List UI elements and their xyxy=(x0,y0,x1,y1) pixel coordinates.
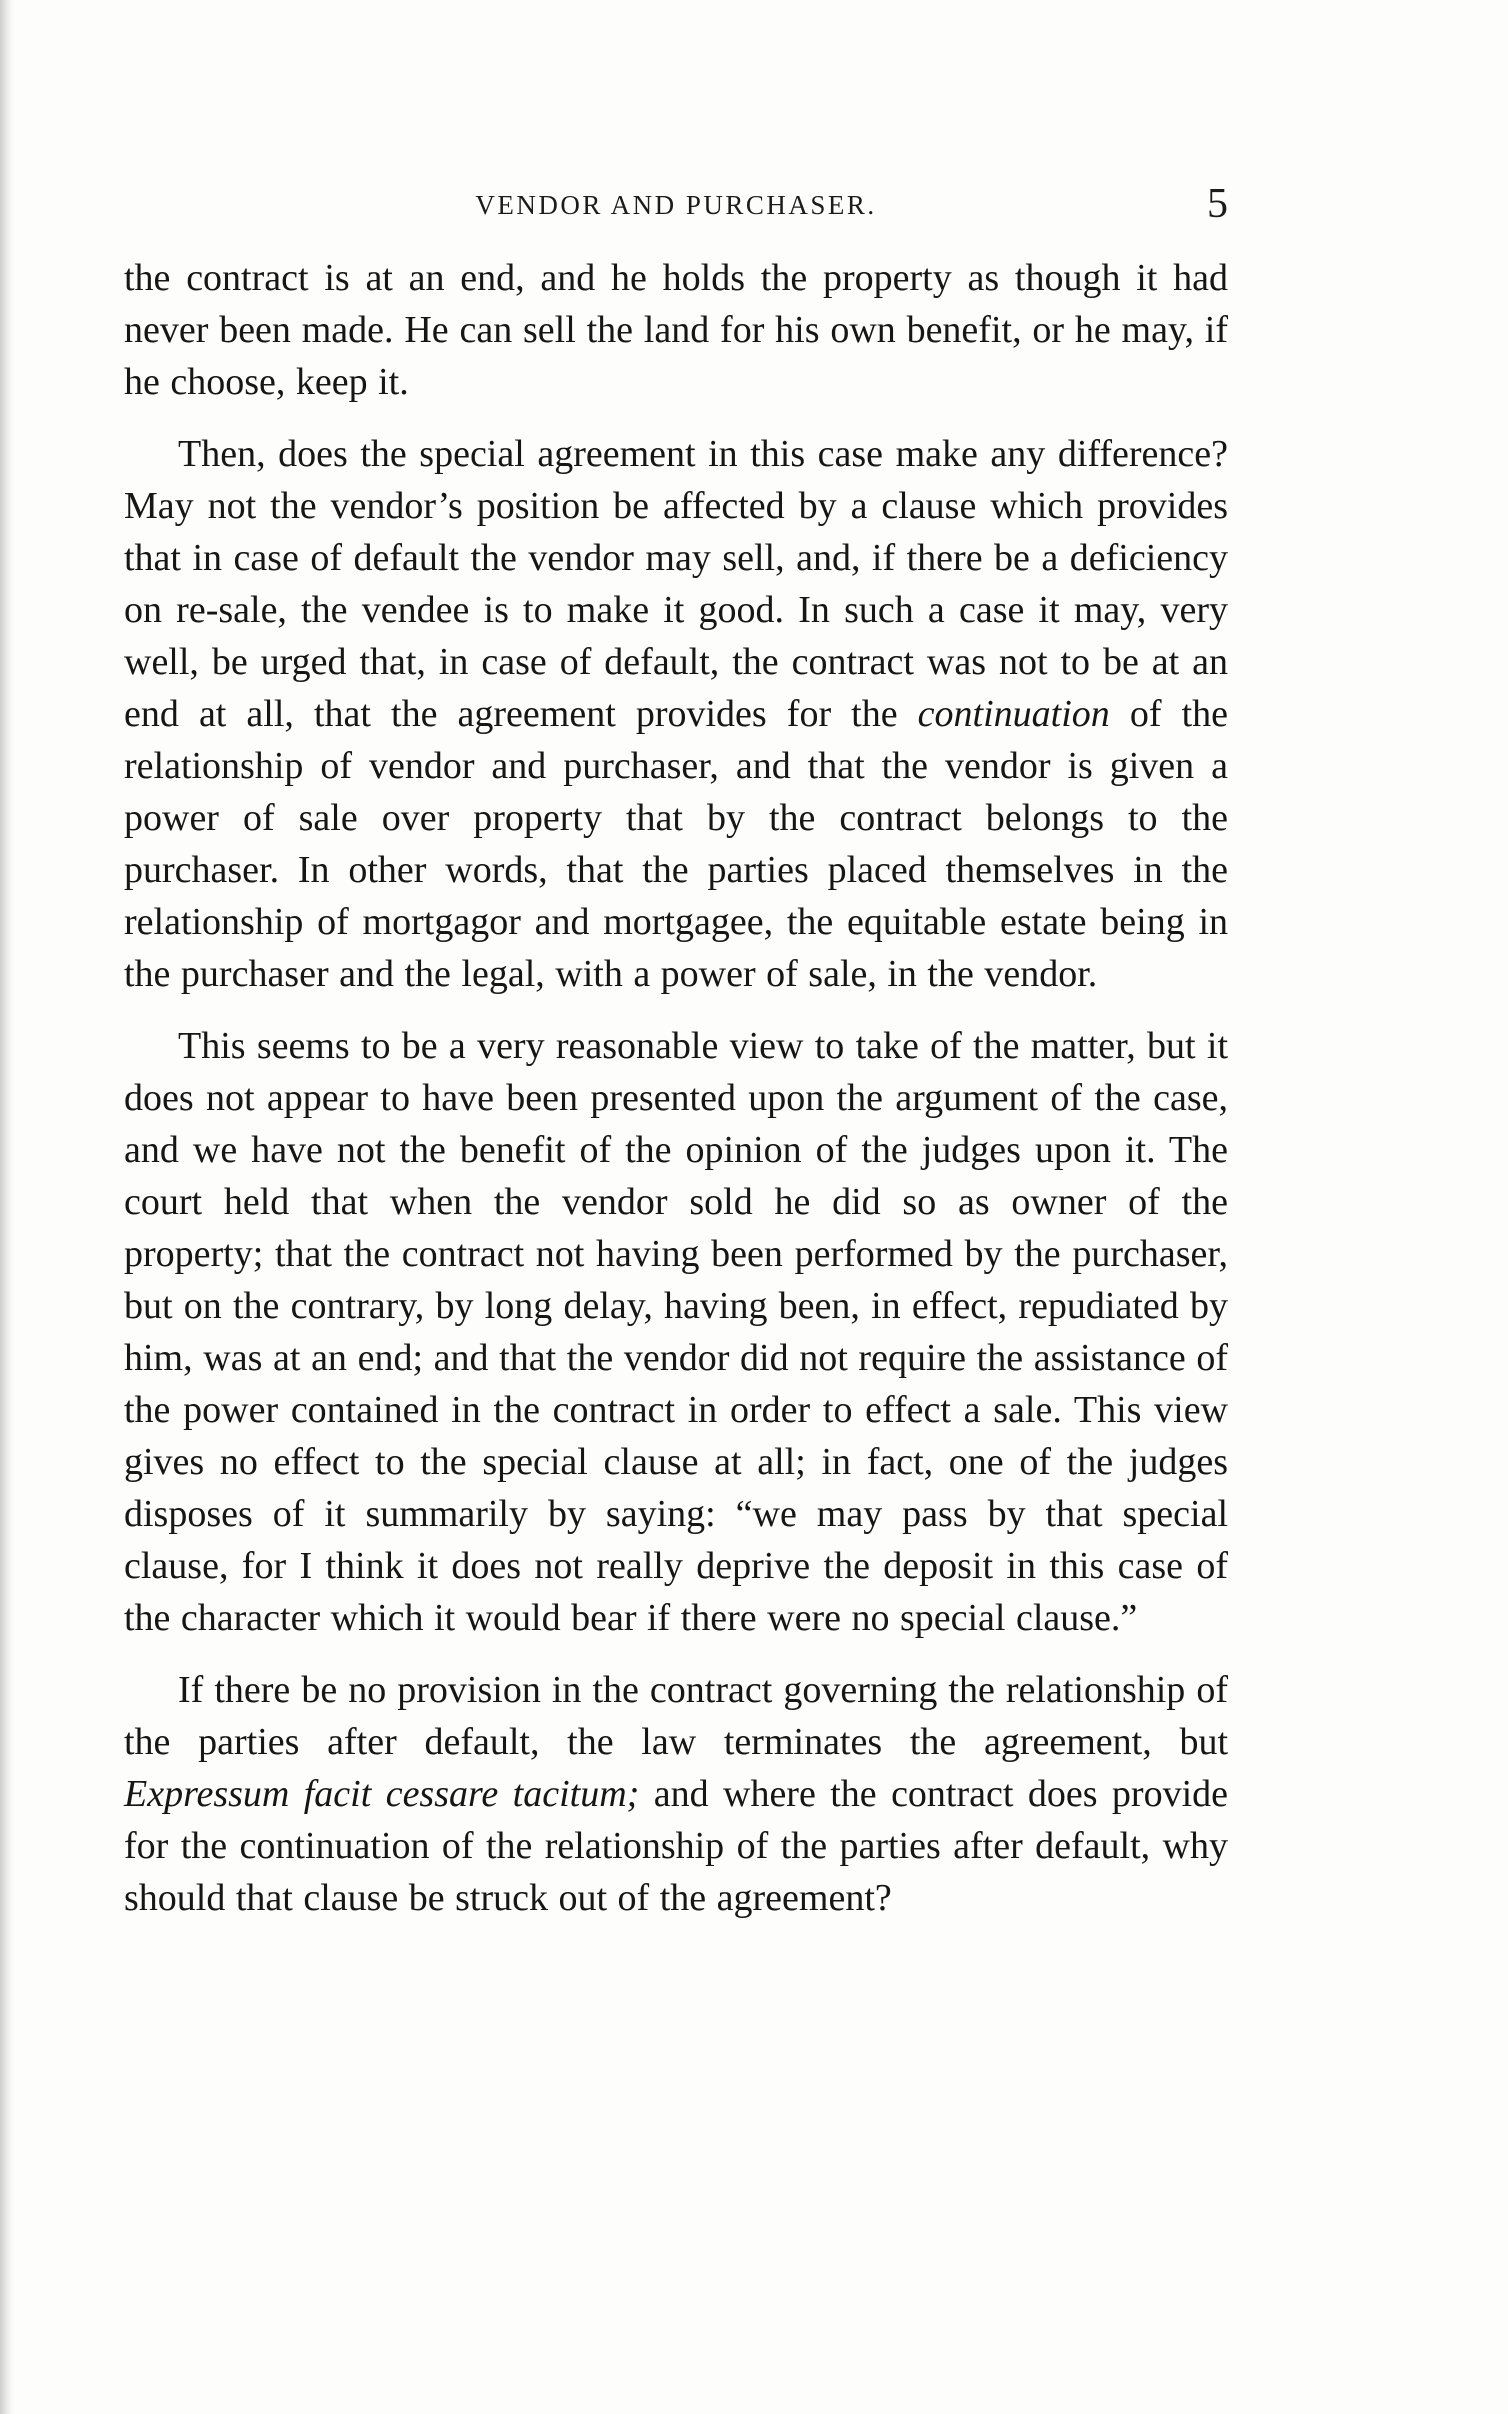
paragraph-text: and where the contract does provide for the continuation of the relationship of the parties after default, why should that clause be struck out of the agreement? xyxy=(124,1773,1228,1919)
paragraph-text: of the relationship of vendor and purchaser, and that the vendor is given a power of sale over property that by the contract belongs to the purchaser. In other words, that the parties placed themselves in the relationship of mortgagor and mortgagee, the equitable estate being in the purchaser and the legal, with a power of sale, in the vendor. xyxy=(124,693,1229,995)
paragraph-special-agreement xyxy=(124,428,1228,1000)
paragraph-conclusion xyxy=(124,1664,1228,1924)
paragraph-continued xyxy=(124,252,1228,408)
paragraph-text: Then, does the special agreement in this case make any difference? May not the vendor’s position be affected by a clause which provides that in case of default the vendor may sell, and, if there be a deficiency on re-sale, the vendee is to make it good. In such a case it may, very well, be urged that, in case of default, the contract was not to be at an end at all, that the agreement provides for the xyxy=(124,433,1228,735)
page-number: 5 xyxy=(1207,181,1228,227)
running-title: VENDOR AND PURCHASER. xyxy=(475,190,877,220)
body-text xyxy=(124,252,1228,1924)
paragraph-text: the contract is at an end, and he holds the property as though it had never been made. He can sell the land for his own benefit, or he may, if he choose, keep it. xyxy=(124,257,1228,403)
page-header xyxy=(124,181,1228,236)
paragraph-text: If there be no provision in the contract governing the relationship of the parties after default, the law terminates the agreement, but xyxy=(124,1669,1228,1763)
italic-term: continuation xyxy=(917,693,1110,735)
italic-latin-maxim: Expressum facit cessare tacitum; xyxy=(124,1773,640,1815)
page-binding-edge xyxy=(0,0,14,2414)
paragraph-text: This seems to be a very reasonable view to take of the matter, but it does not appear to have been presented upon the argument of the case, and we have not the benefit of the opinion of the judges upon it. The court held that when the vendor sold he did so as owner of the property; that the contract not having been performed by the purchaser, but on the contrary, by long delay, having been, in effect, repudiated by him, was at an end; and that the vendor did not require the assistance of the power contained in the contract in order to effect a sale. This view gives no effect to the special clause at all; in fact, one of the judges disposes of it summarily by saying: “we may pass by that special clause, for I think it does not really deprive the deposit in this case of the character which it would bear if there were no special clause.” xyxy=(124,1025,1228,1639)
paragraph-court-view xyxy=(124,1020,1228,1644)
